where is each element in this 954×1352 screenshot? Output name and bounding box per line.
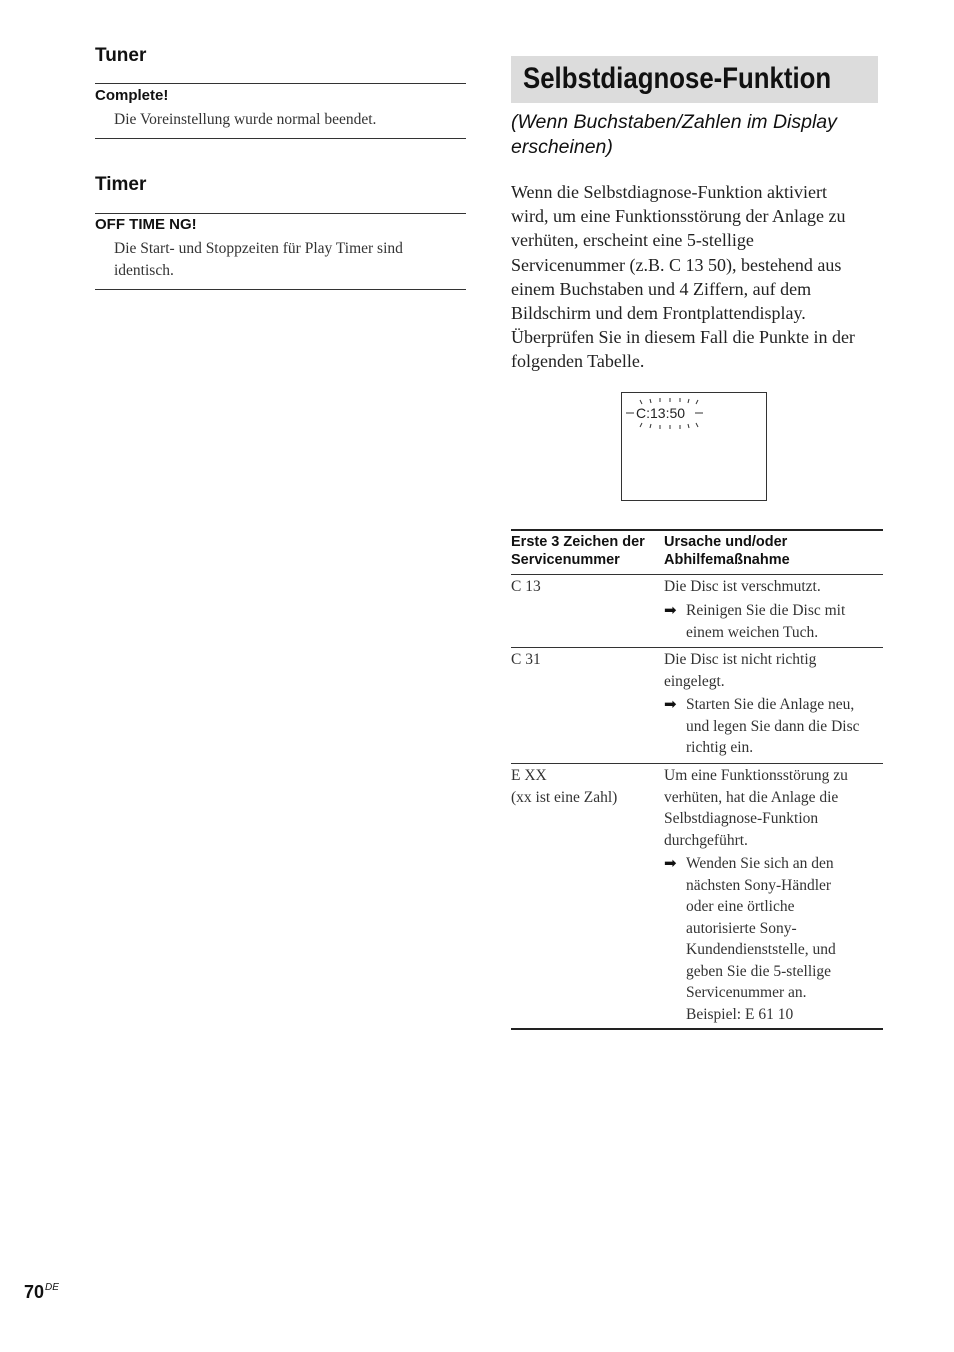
body-line: Servicenummer (z.B. C 13 50), bestehend aus <box>511 254 842 275</box>
cell-line: E XX <box>511 767 547 784</box>
table-cell-cause <box>664 576 879 598</box>
table-bottom-rule <box>511 1028 883 1030</box>
table-cell-code <box>511 576 541 598</box>
body-line: Überprüfen Sie in diesem Fall die Punkte in der <box>511 327 855 348</box>
display-illustration <box>621 392 767 501</box>
cell-line: richtig ein. <box>686 739 754 756</box>
table-row-rule <box>511 647 883 648</box>
body-line: verhüten, erscheint eine 5-stellige <box>511 230 754 251</box>
body-line: einem Buchstaben und 4 Ziffern, auf dem <box>511 278 812 299</box>
body-line: Wenn die Selbstdiagnose-Funktion aktiviert <box>511 182 828 202</box>
body-line: Bildschirm und dem Frontplattendisplay. <box>511 303 806 324</box>
section-title: Selbstdiagnose-Funktion <box>523 62 832 95</box>
cell-line: C 13 <box>511 578 541 595</box>
message-description <box>114 238 459 282</box>
subtitle <box>511 110 891 160</box>
cell-line: (xx ist eine Zahl) <box>511 788 618 806</box>
table-header-code <box>511 533 661 569</box>
cell-line: Kundendienststelle, und <box>686 941 836 958</box>
body-line: wird, um eine Funktionsstörung der Anlage zu <box>511 206 846 227</box>
header-line: Servicenummer <box>511 552 620 568</box>
subtitle-line: erscheinen) <box>511 136 613 158</box>
display-code: C:13:50 <box>636 405 686 421</box>
cell-line: Wenden Sie sich an den <box>686 855 834 872</box>
cell-line: Die Disc ist verschmutzt. <box>664 578 821 595</box>
body-paragraph <box>511 180 883 374</box>
table-cell-code <box>511 765 617 808</box>
message-title-off-time-ng: OFF TIME NG! <box>95 216 197 233</box>
table-header-rule <box>511 574 883 575</box>
cell-line: Reinigen Sie die Disc mit <box>686 602 846 619</box>
table-cell-cause <box>664 765 879 851</box>
table-cell-remedy <box>686 853 883 1025</box>
cell-line: Servicenummer an. <box>686 984 807 1001</box>
table-header-cause <box>664 533 879 569</box>
table-row-rule <box>511 763 883 764</box>
cell-line: autorisierte Sony- <box>686 919 797 937</box>
arrow-right-icon: ➡ <box>664 856 677 872</box>
cell-line: einem weichen Tuch. <box>686 623 819 641</box>
cell-line: eingelegt. <box>664 672 725 690</box>
table-cell-cause <box>664 649 879 692</box>
cell-line: verhüten, hat die Anlage die <box>664 788 839 806</box>
message-description: Die Voreinstellung wurde normal beendet. <box>114 111 377 128</box>
arrow-right-icon: ➡ <box>664 603 677 619</box>
cell-line: nächsten Sony-Händler <box>686 876 832 894</box>
table-cell-remedy <box>686 600 881 643</box>
cell-line: Die Disc ist nicht richtig <box>664 651 817 668</box>
table-cell-remedy <box>686 694 883 759</box>
cell-line: Selbstdiagnose-Funktion <box>664 810 819 827</box>
section-heading-tuner: Tuner <box>95 45 147 66</box>
cell-line: oder eine örtliche <box>686 898 795 915</box>
header-line: Erste 3 Zeichen der <box>511 534 645 550</box>
cell-line: Starten Sie die Anlage neu, <box>686 696 855 713</box>
cell-line: durchgeführt. <box>664 831 748 849</box>
body-line: folgenden Tabelle. <box>511 351 645 372</box>
header-line: Abhilfemaßnahme <box>664 552 790 568</box>
header-line: Ursache und/oder <box>664 534 788 550</box>
section-heading-timer: Timer <box>95 174 147 195</box>
cell-line: Um eine Funktionsstörung zu <box>664 767 848 784</box>
text-line: Die Start- und Stoppzeiten für Play Timer sind <box>114 240 403 257</box>
subtitle-line: (Wenn Buchstaben/Zahlen im Display <box>511 111 837 133</box>
table-top-rule <box>511 529 883 531</box>
section-title-bar <box>511 56 878 103</box>
divider <box>95 213 466 214</box>
divider <box>95 289 466 290</box>
page-number <box>24 1282 59 1303</box>
language-suffix: DE <box>45 1282 59 1293</box>
cell-line: und legen Sie dann die Disc <box>686 717 860 735</box>
page-number-value: 70 <box>24 1282 45 1302</box>
arrow-right-icon: ➡ <box>664 697 677 713</box>
divider <box>95 138 466 139</box>
message-title-complete: Complete! <box>95 87 169 104</box>
text-line: identisch. <box>114 262 174 279</box>
divider <box>95 83 466 84</box>
cell-line: geben Sie die 5-stellige <box>686 962 832 980</box>
cell-line: Beispiel: E 61 10 <box>686 1005 794 1023</box>
table-cell-code <box>511 649 541 671</box>
cell-line: C 31 <box>511 651 541 668</box>
